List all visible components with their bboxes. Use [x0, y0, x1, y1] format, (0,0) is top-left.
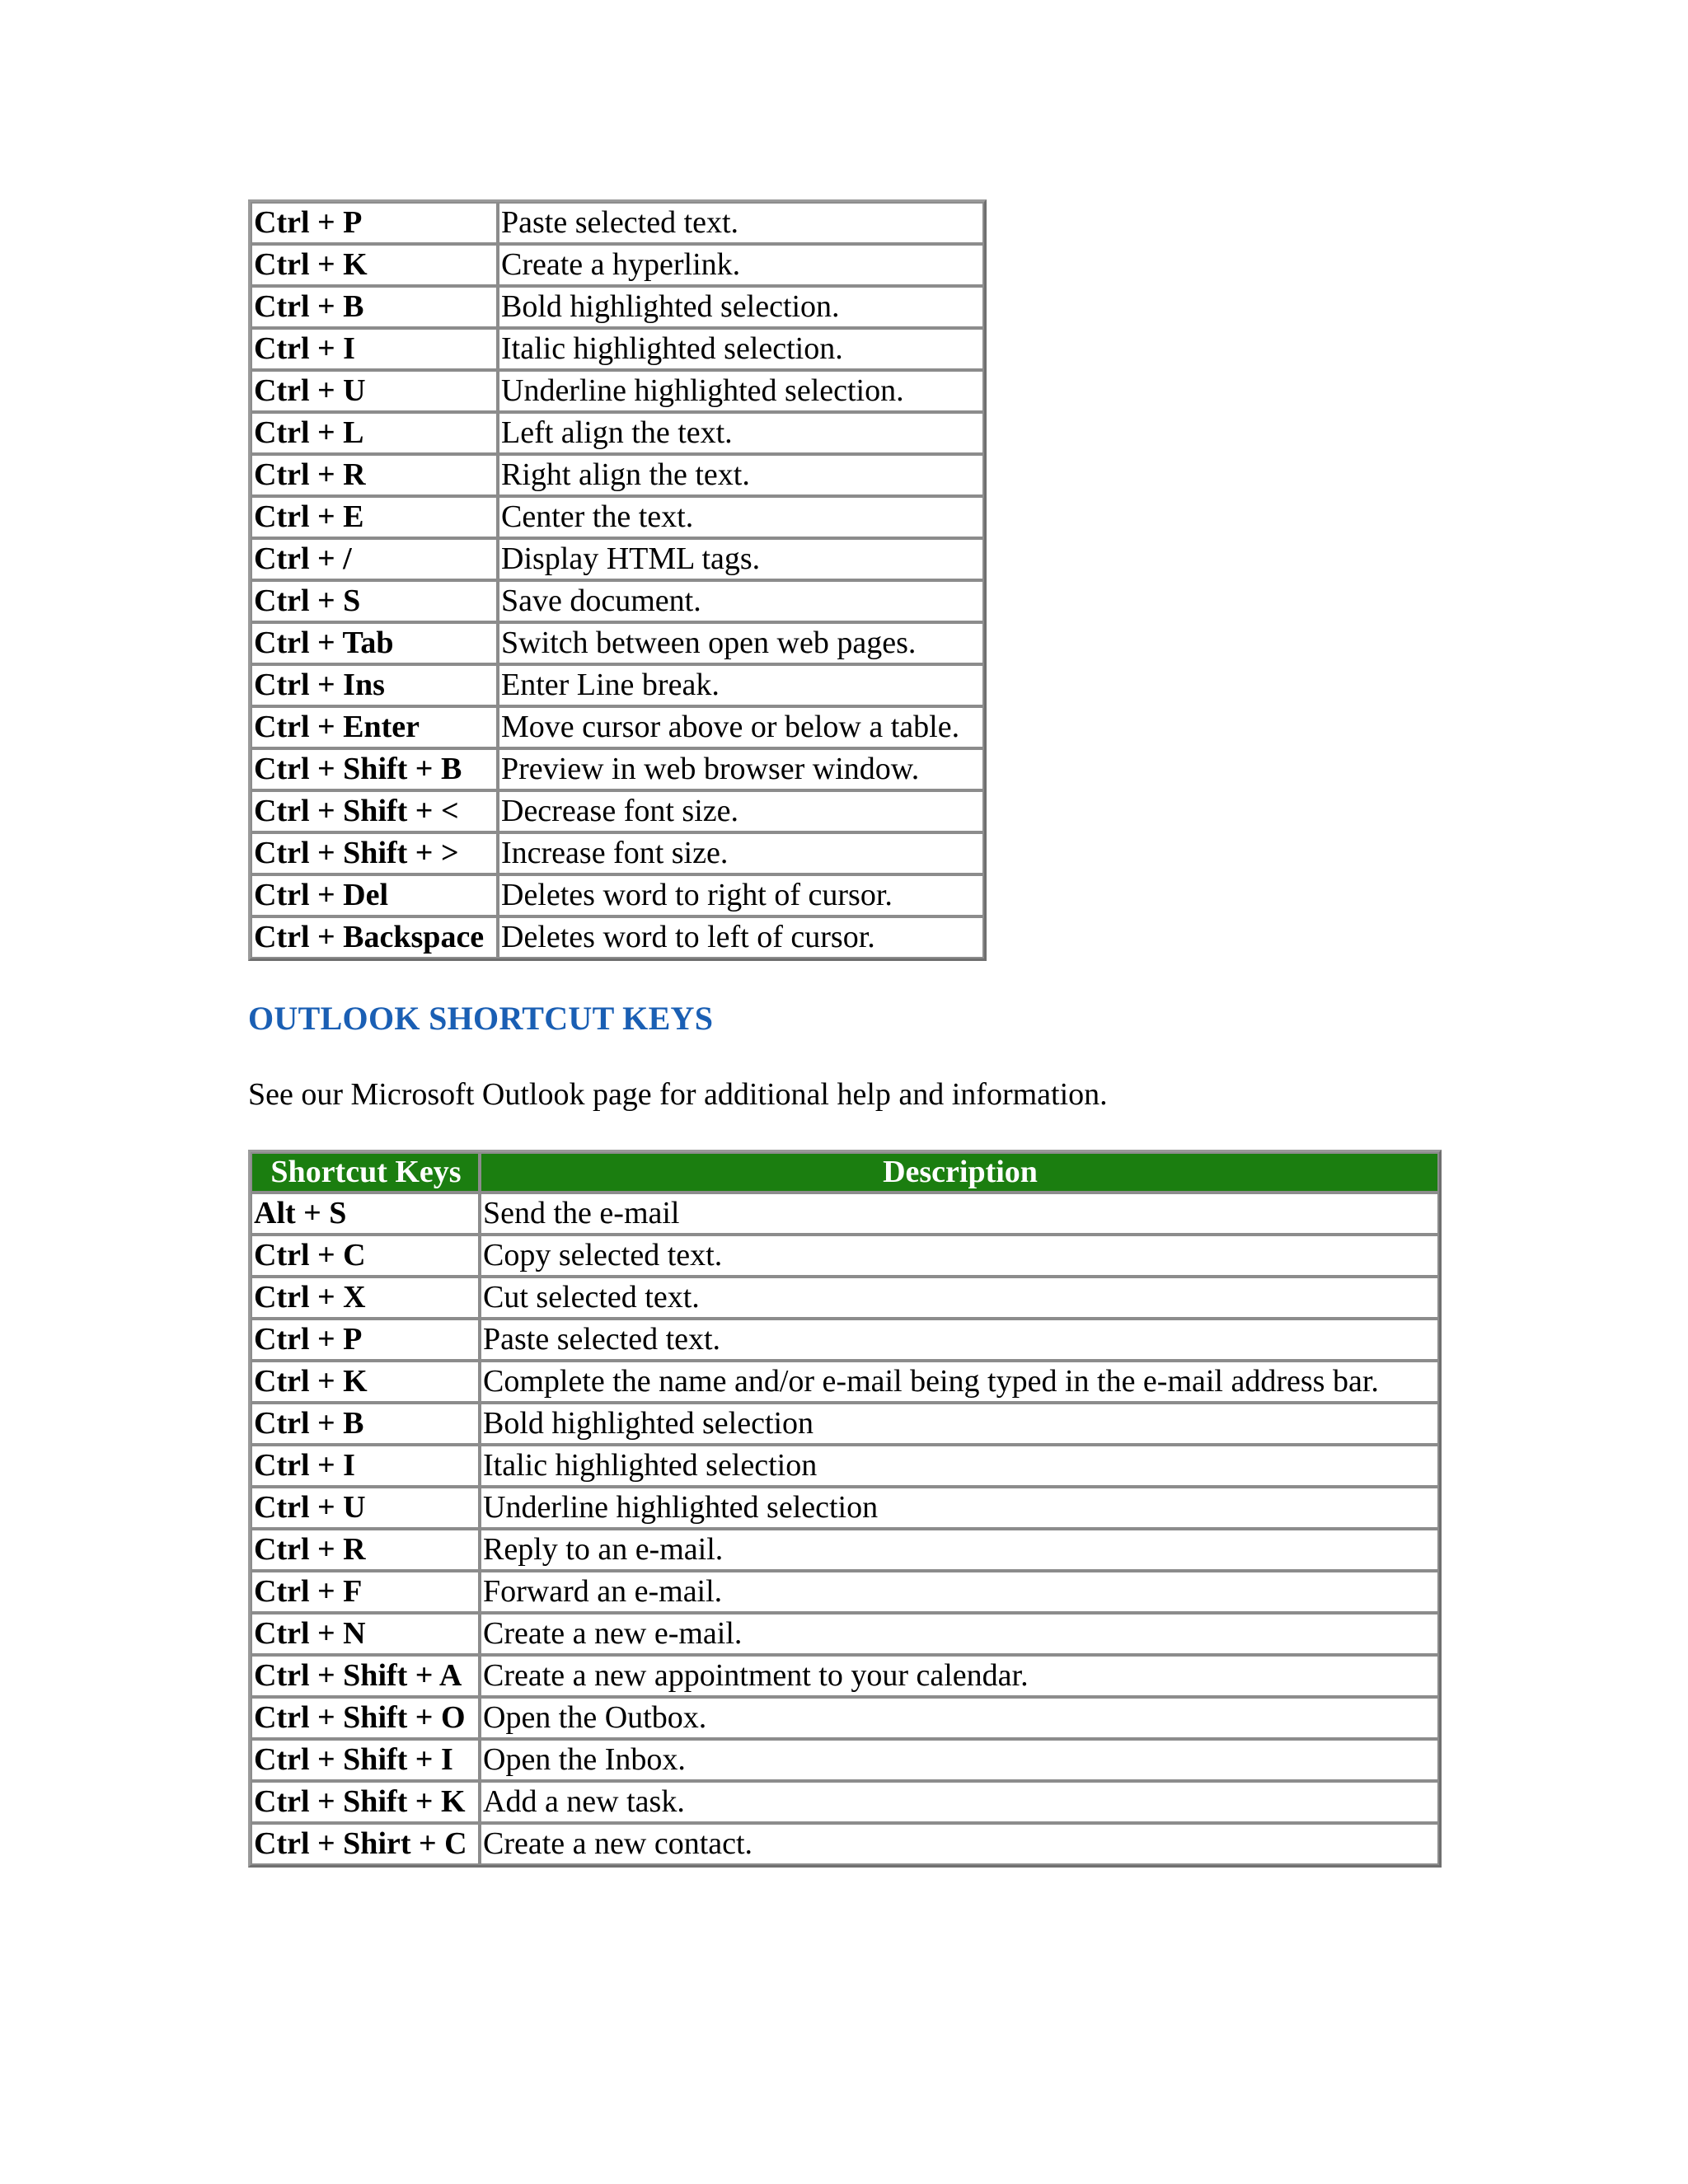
description-cell: Italic highlighted selection: [480, 1445, 1439, 1487]
shortcut-key-cell: Ctrl + Shift + A: [251, 1655, 480, 1697]
shortcut-key-cell: Ctrl + I: [251, 1445, 480, 1487]
description-cell: Deletes word to left of cursor.: [498, 916, 984, 958]
description-cell: Paste selected text.: [480, 1319, 1439, 1361]
shortcut-key-cell: Ctrl + Tab: [251, 622, 498, 664]
shortcut-key-cell: Alt + S: [251, 1193, 480, 1235]
shortcut-key-cell: Ctrl + L: [251, 412, 498, 454]
table-row: [251, 370, 984, 412]
table-row: [251, 1739, 1439, 1781]
shortcut-key-cell: Ctrl + F: [251, 1571, 480, 1613]
shortcut-key-cell: Ctrl + Backspace: [251, 916, 498, 958]
outlook-table-header: [251, 1152, 1439, 1193]
table-row: [251, 286, 984, 328]
shortcut-key-cell: Ctrl + U: [251, 370, 498, 412]
shortcut-key-cell: Ctrl + K: [251, 244, 498, 286]
table-row: [251, 1487, 1439, 1529]
description-cell: Paste selected text.: [498, 202, 984, 244]
description-cell: Create a new contact.: [480, 1823, 1439, 1865]
shortcut-key-cell: Ctrl + P: [251, 202, 498, 244]
description-cell: Deletes word to right of cursor.: [498, 874, 984, 916]
table-row: [251, 1613, 1439, 1655]
table-row: [251, 1277, 1439, 1319]
description-cell: Switch between open web pages.: [498, 622, 984, 664]
description-cell: Bold highlighted selection: [480, 1403, 1439, 1445]
table-row: [251, 202, 984, 244]
shortcut-key-cell: Ctrl + Enter: [251, 706, 498, 748]
shortcut-key-cell: Ctrl + P: [251, 1319, 480, 1361]
header-row: [251, 1152, 1439, 1193]
table-row: [251, 1403, 1439, 1445]
shortcut-key-cell: Ctrl + K: [251, 1361, 480, 1403]
table-row: [251, 580, 984, 622]
description-cell: Copy selected text.: [480, 1235, 1439, 1277]
table-row: [251, 1571, 1439, 1613]
description-cell: Underline highlighted selection.: [498, 370, 984, 412]
table-row: [251, 664, 984, 706]
outlook-shortcut-table: [248, 1150, 1442, 1868]
shortcut-key-cell: Ctrl + Shift + B: [251, 748, 498, 790]
table-row: [251, 1445, 1439, 1487]
table-row: [251, 706, 984, 748]
description-cell: Cut selected text.: [480, 1277, 1439, 1319]
shortcut-key-cell: Ctrl + U: [251, 1487, 480, 1529]
description-cell: Display HTML tags.: [498, 538, 984, 580]
table-row: [251, 748, 984, 790]
table-row: [251, 1697, 1439, 1739]
table-row: [251, 1781, 1439, 1823]
description-cell: Add a new task.: [480, 1781, 1439, 1823]
description-cell: Create a new appointment to your calendar.: [480, 1655, 1439, 1697]
description-cell: Right align the text.: [498, 454, 984, 496]
table-row: [251, 412, 984, 454]
table-row: [251, 622, 984, 664]
shortcut-key-cell: Ctrl + S: [251, 580, 498, 622]
shortcut-key-cell: Ctrl + Shift + <: [251, 790, 498, 832]
table-row: [251, 832, 984, 874]
description-cell: Italic highlighted selection.: [498, 328, 984, 370]
shortcut-key-cell: Ctrl + R: [251, 454, 498, 496]
shortcut-key-cell: Ctrl + Shift + O: [251, 1697, 480, 1739]
description-cell: Increase font size.: [498, 832, 984, 874]
column-header-shortcut-keys: Shortcut Keys: [251, 1152, 480, 1193]
table-row: [251, 1823, 1439, 1865]
outlook-shortcut-table-body: [251, 1193, 1439, 1865]
description-cell: Center the text.: [498, 496, 984, 538]
shortcut-key-cell: Ctrl + B: [251, 286, 498, 328]
outlook-intro-text: See our Microsoft Outlook page for additional help and information.: [248, 1077, 1108, 1112]
shortcut-key-cell: Ctrl + Shift + I: [251, 1739, 480, 1781]
editor-shortcut-table: [248, 199, 987, 961]
description-cell: Underline highlighted selection: [480, 1487, 1439, 1529]
table-row: [251, 1529, 1439, 1571]
shortcut-key-cell: Ctrl + I: [251, 328, 498, 370]
description-cell: Forward an e-mail.: [480, 1571, 1439, 1613]
shortcut-key-cell: Ctrl + Ins: [251, 664, 498, 706]
description-cell: Reply to an e-mail.: [480, 1529, 1439, 1571]
table-row: [251, 454, 984, 496]
shortcut-key-cell: Ctrl + R: [251, 1529, 480, 1571]
shortcut-key-cell: Ctrl + Shift + K: [251, 1781, 480, 1823]
shortcut-key-cell: Ctrl + N: [251, 1613, 480, 1655]
table-row: [251, 1235, 1439, 1277]
description-cell: Create a hyperlink.: [498, 244, 984, 286]
shortcut-key-cell: Ctrl + X: [251, 1277, 480, 1319]
shortcut-key-cell: Ctrl + Del: [251, 874, 498, 916]
column-header-description: Description: [480, 1152, 1439, 1193]
table-row: [251, 1193, 1439, 1235]
table-row: [251, 916, 984, 958]
table-row: [251, 1361, 1439, 1403]
description-cell: Bold highlighted selection.: [498, 286, 984, 328]
shortcut-key-cell: Ctrl + Shift + >: [251, 832, 498, 874]
description-cell: Preview in web browser window.: [498, 748, 984, 790]
description-cell: Move cursor above or below a table.: [498, 706, 984, 748]
description-cell: Open the Outbox.: [480, 1697, 1439, 1739]
description-cell: Complete the name and/or e-mail being typed in the e-mail address bar.: [480, 1361, 1439, 1403]
shortcut-key-cell: Ctrl + C: [251, 1235, 480, 1277]
shortcut-key-cell: Ctrl + /: [251, 538, 498, 580]
description-cell: Open the Inbox.: [480, 1739, 1439, 1781]
table-row: [251, 1319, 1439, 1361]
table-row: [251, 244, 984, 286]
description-cell: Send the e-mail: [480, 1193, 1439, 1235]
table-row: [251, 790, 984, 832]
description-cell: Decrease font size.: [498, 790, 984, 832]
table-row: [251, 874, 984, 916]
table-row: [251, 1655, 1439, 1697]
description-cell: Create a new e-mail.: [480, 1613, 1439, 1655]
table-row: [251, 496, 984, 538]
shortcut-key-cell: Ctrl + Shirt + C: [251, 1823, 480, 1865]
description-cell: Enter Line break.: [498, 664, 984, 706]
editor-shortcut-table-body: [251, 202, 984, 958]
outlook-section-heading: OUTLOOK SHORTCUT KEYS: [248, 1000, 714, 1037]
shortcut-key-cell: Ctrl + B: [251, 1403, 480, 1445]
shortcut-key-cell: Ctrl + E: [251, 496, 498, 538]
table-row: [251, 328, 984, 370]
description-cell: Save document.: [498, 580, 984, 622]
table-row: [251, 538, 984, 580]
description-cell: Left align the text.: [498, 412, 984, 454]
